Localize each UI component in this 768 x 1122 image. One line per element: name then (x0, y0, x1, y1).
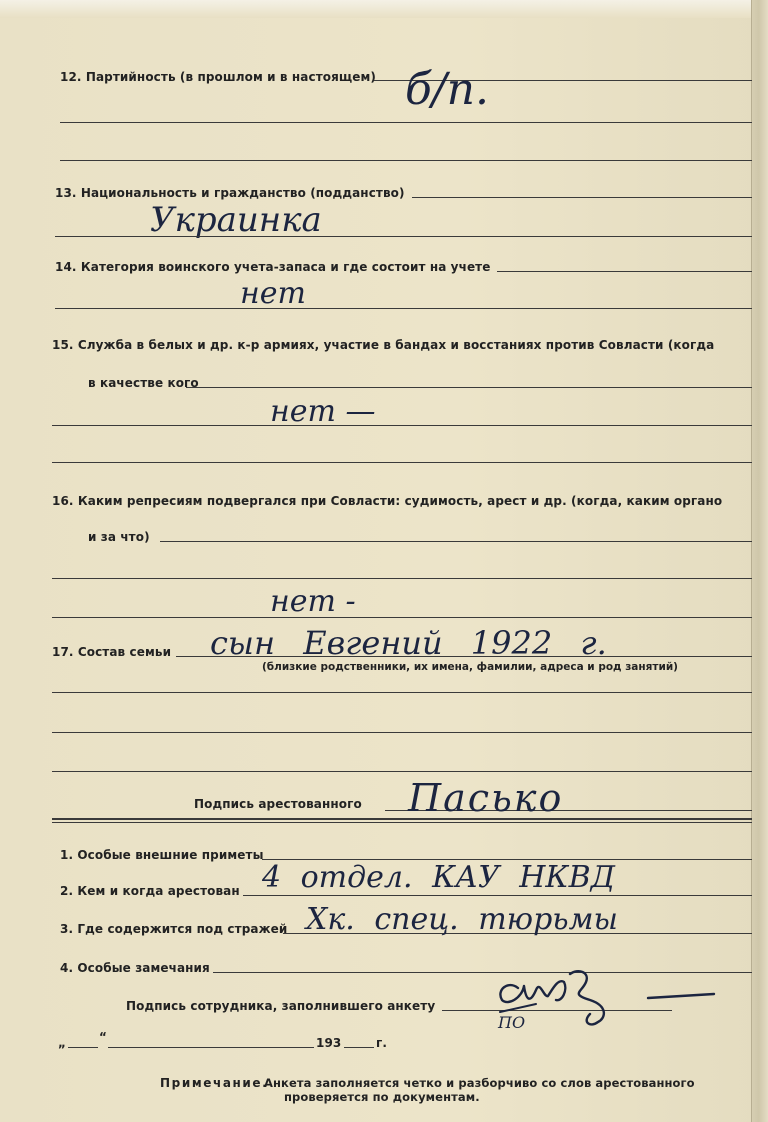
date-year-line (344, 1047, 374, 1048)
item-14-answer: нет (240, 276, 306, 311)
item-16-label-2: и за что) (88, 530, 150, 544)
paper-top-edge (0, 0, 768, 18)
item-17-hint: (близкие родственники, их имена, фамилии, адреса и род занятий) (262, 661, 678, 673)
item-16-line-2 (52, 578, 752, 579)
item-15-line-3 (52, 462, 752, 463)
item-17-line-3 (52, 732, 752, 733)
lower-item-2-answer: 4 отдел. КАУ НКВД (262, 860, 616, 895)
item-12-line-2 (60, 122, 752, 123)
item-14-line-2 (55, 308, 752, 309)
date-month-line (108, 1047, 314, 1048)
paper-binding-edge (751, 0, 768, 1122)
separator-line-1 (52, 818, 752, 820)
item-12-line-3 (60, 160, 752, 161)
item-16-answer: нет - (270, 584, 356, 619)
lower-item-4-label: 4. Особые замечания (60, 961, 210, 975)
note-line-1: Анкета заполняется четко и разборчиво со слов арестованного (264, 1076, 695, 1090)
item-16-line-3 (52, 617, 752, 618)
item-15-line-2 (52, 425, 752, 426)
item-13-answer: Украинка (150, 200, 322, 240)
date-day-line (68, 1047, 98, 1048)
lower-item-2-line (243, 895, 752, 896)
officer-signature-scribble (478, 960, 718, 1040)
item-14-line (497, 271, 752, 272)
date-year: 193 (316, 1036, 342, 1050)
lower-item-2-label: 2. Кем и когда арестован (60, 884, 240, 898)
item-17-answer: сын Евгений 1922 г. (210, 624, 607, 662)
item-15-label: 15. Служба в белых и др. к-р армиях, участие в бандах и восстаниях против Совласти (когда (52, 338, 715, 352)
note-label: Примечание. (160, 1076, 269, 1090)
arrested-signature: Пасько (408, 776, 564, 820)
item-16-label: 16. Каким репресиям подвергался при Совласти: судимость, арест и др. (когда, каким органо (52, 494, 723, 508)
arrested-signature-label: Подпись арестованного (194, 797, 362, 811)
lower-item-3-label: 3. Где содержится под стражей (60, 922, 288, 936)
lower-item-3-answer: Хк. спец. тюрьмы (306, 902, 618, 937)
item-12-answer: б/п. (405, 64, 490, 115)
item-17-line-4 (52, 771, 752, 772)
note-line-2: проверяется по документам. (284, 1090, 480, 1104)
date-close-mark: “ (99, 1030, 107, 1044)
lower-item-1-label: 1. Особые внешние приметы (60, 848, 264, 862)
item-15-line (186, 387, 752, 388)
item-12-label: 12. Партийность (в прошлом и в настоящем) (60, 70, 377, 84)
item-14-label: 14. Категория воинского учета-запаса и где состоит на учете (55, 260, 491, 274)
item-15-label-2: в качестве кого (88, 376, 199, 390)
date-open-mark: „ (58, 1036, 66, 1050)
item-13-line-2 (55, 236, 752, 237)
svg-text:ПО: ПО (498, 1013, 526, 1032)
item-13-line (412, 197, 752, 198)
item-17-line-2 (52, 692, 752, 693)
item-16-line (160, 541, 752, 542)
item-13-label: 13. Национальность и гражданство (подданство) (55, 186, 405, 200)
item-15-answer: нет — (270, 394, 376, 429)
officer-signature-label: Подпись сотрудника, заполнившего анкету (126, 999, 436, 1013)
item-17-label: 17. Состав семьи (52, 645, 172, 659)
date-suffix: г. (376, 1036, 388, 1050)
separator-line-2 (52, 822, 752, 823)
